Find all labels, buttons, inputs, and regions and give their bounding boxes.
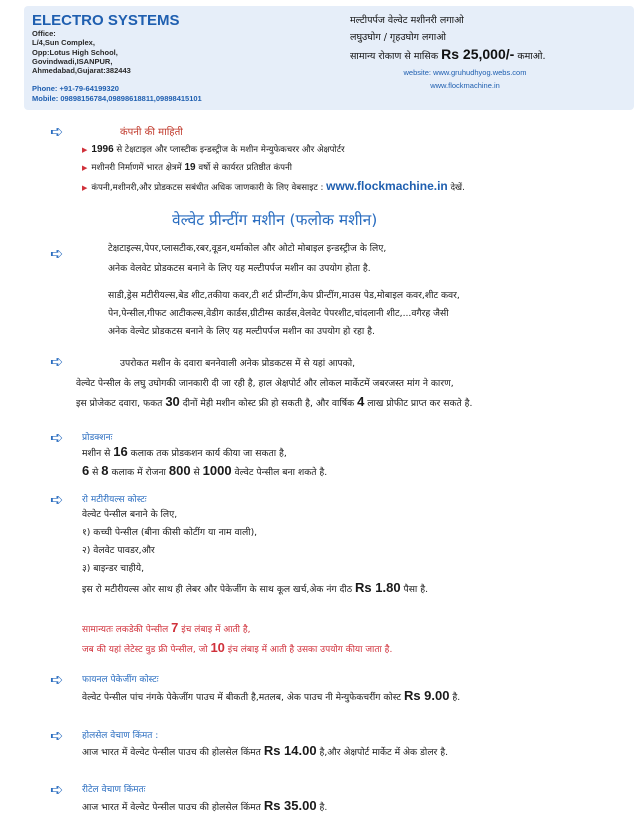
raw-line-2: १) कच्ची पेन्सील (बीना कीसी कोटींग या नाम वाली),	[82, 527, 258, 538]
website-link[interactable]: www.flockmachine.in	[326, 179, 448, 193]
production-line-1: मशीन से 16 कलाक तक प्रोडकशन कार्य कीया जा सकता है,	[82, 444, 287, 459]
machine-line-4: पेन,पेन्सील,गीफट आटीकल्स,वेडीग कार्डस,ग्रीटीग्स कार्डस,वेलवेट पेपरशीट,चांदलानी शीट,...वगैरह जैसी	[108, 308, 449, 319]
production-line-2: 6 से 8 कलाक में रोजना 800 से 1000 वेल्वेट पेन्सील बना शकते है.	[82, 463, 328, 478]
raw-material-heading: रो मटीरीयल्स कोस्टः	[82, 495, 147, 505]
packaging-heading: फायनल पेकेजींग कोस्टः	[82, 675, 159, 685]
arrow-icon: ➪	[50, 670, 64, 689]
phone-number: Phone: +91-79-64199320	[32, 84, 119, 94]
mobile-numbers: Mobile: 09898156784,09898618811,09898415101	[32, 93, 202, 103]
packaging-cost: Rs 9.00	[403, 688, 450, 703]
website-2[interactable]: www.flockmachine.in	[430, 80, 500, 90]
note-line-2: जब की यहां लेटेस्ट वुड फ्री पेन्सील, जो 10 इंच लंबाइ में आती है उसका उपयोग कीया जाता है.	[82, 640, 393, 655]
letterhead	[24, 6, 634, 110]
intro-line-2: वेल्वेट पेन्सील के लघु उघोगकी जानकारी दी जा रही है, हाल अेक्षपोर्ट और लोकल मार्केटमें जबरजस्त मांग ने कारण,	[76, 378, 454, 389]
cost-per-piece: Rs 1.80	[355, 580, 401, 595]
note-line-1: सामान्यतः लकडेकी पेन्सील 7 इंच लंबाइ में आती है,	[82, 620, 251, 635]
wholesale-line: आज भारत में वेल्वेट पेन्सील पाउच की होलसेल किंमत Rs 14.00 है,और अेक्षपोर्ट मार्केट में अेक डोलर है.	[82, 743, 449, 758]
company-name: ELECTRO SYSTEMS	[32, 12, 180, 29]
machine-line-3: साडी,ड्रेस मटीरीयल्स,बेड शीट,तकीया कवर,टी शर्ट प्रीन्टींग,केप प्रीन्टींग,माउस पेड,मोबाइल कवर,शीट कवर,	[108, 290, 460, 301]
tagline-2: लघुउघोग / गृहउघोग लगाओ	[350, 32, 446, 43]
address-line: L/4,Sun Complex,	[32, 38, 95, 48]
address-line: Govindwadi,ISANPUR,	[32, 56, 113, 66]
retail-line: आज भारत में वेल्वेट पेन्सील पाउच की होलसेल किंमत Rs 35.00 है.	[82, 798, 328, 813]
arrow-icon: ➪	[50, 780, 64, 799]
about-heading: कंपनी की माहिती	[120, 127, 183, 138]
arrow-icon: ➪	[50, 428, 64, 447]
arrow-icon: ➪	[50, 726, 64, 745]
triangle-bullet-icon: ▶	[82, 184, 88, 192]
about-bullet-3: ▶ कंपनी,मशीनरी,और प्रोडकटस सबंधीत अधिक जाणकारी के लिए वेबसाइट : www.flockmachine.in देखें.	[82, 179, 465, 193]
company-block	[32, 12, 322, 103]
arrow-icon: ➪	[50, 244, 64, 263]
triangle-bullet-icon: ▶	[82, 146, 88, 154]
about-bullet-1: ▶ 1996 से टेक्षटाइल और प्लास्टीक इन्डस्ट्रीज के मशीन मेन्युफेकचरर और अेक्षपोर्टर	[82, 144, 345, 155]
tagline-1: मल्टीपर्पज वेल्वेट मशीनरी लगाओ	[350, 15, 464, 26]
wholesale-price: Rs 14.00	[263, 743, 317, 758]
machine-title: वेल्वेट प्रीन्टींग मशीन (फलोक मशीन)	[172, 211, 378, 229]
arrow-icon: ➪	[50, 352, 64, 371]
raw-line-4: ३) बाइन्डर चाहीये,	[82, 563, 145, 574]
raw-line-1: वेल्वेट पेन्सील बनाने के लिए,	[82, 509, 178, 520]
retail-price: Rs 35.00	[263, 798, 317, 813]
arrow-icon: ➪	[50, 490, 64, 509]
raw-line-5: इस रो मटीरीयल्स ओर साथ ही लेबर और पेकेजींग के साथ कूल खर्च,अेक नंग दीठ Rs 1.80 पैसा है.	[82, 580, 429, 595]
address-line: Office:	[32, 29, 56, 38]
raw-line-3: २) वेलवेट पावडर,और	[82, 545, 155, 556]
tagline-block	[350, 12, 630, 90]
about-bullet-2: ▶ मशीनरी निर्माणमें भारत क्षेत्रमें 19 वर्षो से कार्यरत प्रतिष्ठीत कंपनी	[82, 162, 292, 173]
wholesale-heading: होलसेल वेचाण किंमत :	[82, 731, 159, 741]
triangle-bullet-icon: ▶	[82, 164, 88, 172]
intro-line-1: उपरोकत मशीन के दवारा बननेवाली अनेक प्रोडकटस में से यहां आपको,	[120, 358, 356, 369]
income-amount: Rs 25,000/-	[441, 46, 515, 62]
packaging-line: वेल्वेट पेन्सील पांच नंगके पेकेजींग पाउच में बीकती है,मतलब, अेक पाउच नी मेन्युफेकचरींग कोस्ट Rs 9.00 है.	[82, 688, 461, 703]
machine-line-5: अनेक वेल्वेट प्रोडकटस बनाने के लिए यह मल्टीपर्पज मशीन का उपयोग हो रहा है.	[108, 326, 375, 337]
production-heading: प्रोडक्शनः	[82, 433, 113, 443]
address-line: Opp:Lotus High School,	[32, 47, 118, 57]
tagline-3: सामान्य रोकाण से मासिक Rs 25,000/- कमाओ.	[350, 46, 546, 62]
machine-line-2: अनेक वेलवेट प्रोडकटस बनाने के लिए यह मल्टीपर्पज मशीन का उपयोग होता है.	[108, 263, 371, 274]
machine-line-1: टेक्षटाइल्स,पेपर,प्लासटीक,रबर,वूडन,थर्माकोल और ओटो मोबाइल इन्डस्ट्रीज के लिए,	[108, 243, 387, 254]
arrow-icon: ➪	[50, 122, 64, 141]
retail-heading: रीटेल वेचाण किंमतः	[82, 785, 146, 795]
address-line: Ahmedabad,Gujarat:382443	[32, 66, 131, 76]
intro-line-3: इस प्रोजेकट दवारा, फकत 30 दीनों मेही मशीन कोस्ट फ्री हो सकती है, और वार्षिक 4 लाख प्रोफीट प्राप्त कर सकते है.	[76, 394, 473, 409]
website-1[interactable]: website: www.gruhudhyog.webs.com	[403, 68, 527, 77]
